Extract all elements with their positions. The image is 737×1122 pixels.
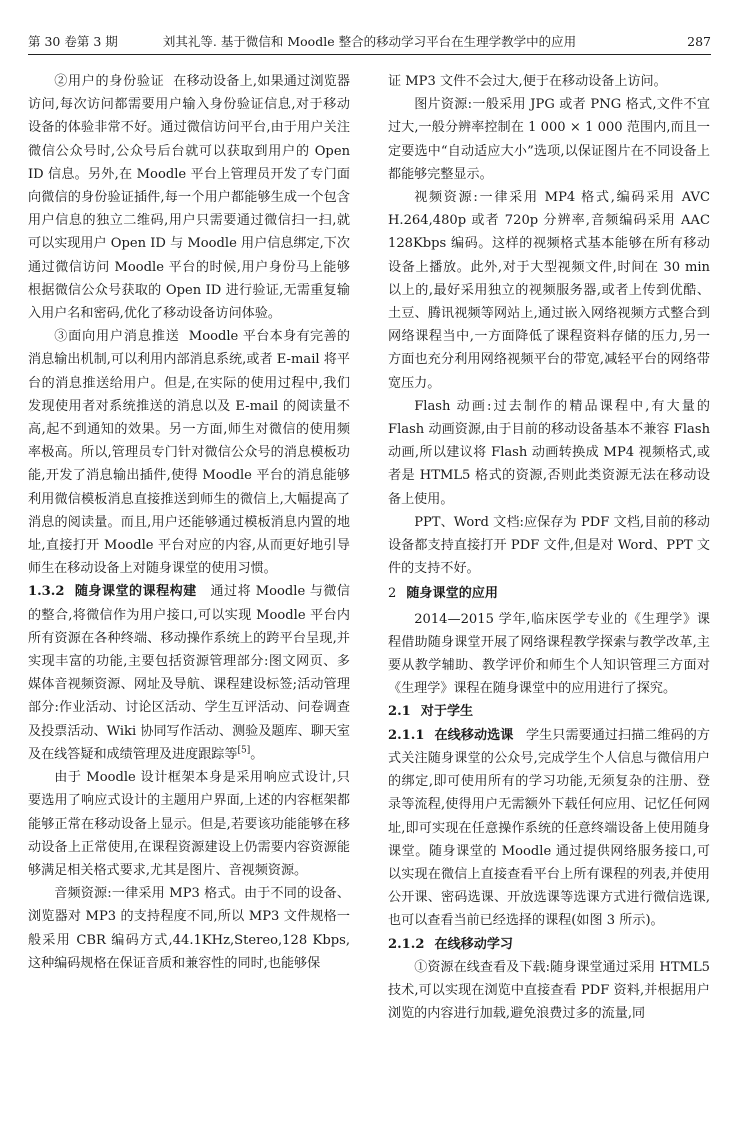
running-title: 刘其礼等. 基于微信和 Moodle 整合的移动学习平台在生理学教学中的应用 bbox=[162, 34, 577, 49]
section-title: 随身课堂的应用 bbox=[406, 586, 498, 602]
paragraph-application-intro: 2014—2015 学年,临床医学专业的《生理学》课程借助随身课堂开展了网络课程教学探索与教学改革,主要从教学辅助、教学评价和师生个人知识管理三方面对《生理学》课程在随身课堂中的应用进行了探究。 bbox=[388, 611, 710, 697]
section-2-heading bbox=[388, 582, 710, 605]
right-column bbox=[388, 70, 710, 1025]
section-title: 随身课堂的课程构建 bbox=[74, 584, 197, 600]
section-title: 在线移动学习 bbox=[434, 936, 514, 952]
paragraph-ppt-word: PPT、Word 文档:应保存为 PDF 文档,目前的移动设备都支持直接打开 PDF 文件,但是对 Word、PPT 文件的支持不好。 bbox=[388, 514, 710, 577]
section-2-1-heading bbox=[388, 700, 710, 723]
page-number: 287 bbox=[687, 34, 711, 49]
section-title: 对于学生 bbox=[420, 704, 474, 720]
paragraph-video-resources: 视频资源:一律采用 MP4 格式,编码采用 AVC H.264,480p 或者 720p 分辨率,音频编码采用 AAC 128Kbps 编码。这样的视频格式基本能够在所有移动设备上播放。此外,对于大型视频文件,时间在 30 min 以上的,最好采用独立的视频服务器,或者上传到优酷、土豆、腾讯视频等网站上,通过嵌入网络视频方式整合到网络课程当中,一方面降低了课程资料存储的压力,另一方面也充分利用网络视频平台的带宽,减轻平台的网络带宽压力。 bbox=[388, 190, 710, 391]
paragraph-responsive-design: 由于 Moodle 设计框架本身是采用响应式设计,只要选用了响应式设计的主题用户界面,上述的内容框架都能够正常在移动设备上显示。但是,若要该功能能够在移动设备上正常使用,在课程资源建设上仍需要内容资源能够满足相关格式要求,尤其是图片、音视频资源。 bbox=[28, 770, 350, 878]
paragraph-image-resources: 图片资源:一般采用 JPG 或者 PNG 格式,文件不宜过大,一般分辨率控制在 1 000 × 1 000 范围内,而且一定要选中“自动适应大小”选项,以保证图片在不同设备上都能够完整显示。 bbox=[388, 97, 710, 182]
section-number: 2.1.2 bbox=[388, 936, 425, 952]
paragraph-identity-verification: ②用户的身份验证 在移动设备上,如果通过浏览器访问,每次访问都需要用户输入身份验证信息,对于移动设备的体验非常不好。通过微信访问平台,由于用户关注微信公众号时,公众号后台就可以获取到用户的 Open ID 信息。另外,在 Moodle 平台上管理员开发了专门面向微信的身份验证插件,每一个用户都能够生成一个包含用户信息的独立二维码,用户只需要通过微信扫一扫,就可以实现用户 Open ID 与 Moodle 用户信息绑定,下次通过微信访问 Moodle 平台的时候,用户身份马上能够根据微信公众号获取的 Open ID 进行验证,无需重复输入用户名和密码,优化了移动设备访问体验。 bbox=[28, 74, 350, 322]
section-1-3-2: 1.3.2 随身课堂的课程构建 通过将 Moodle 与微信的整合,将微信作为用户接口,可以实现 Moodle 平台内所有资源在各种终端、移动操作系统上的跨平台呈现,并实现丰富的功能,主要包括资源管理部分:图文网页、多媒体音视频资源、网址及导航、课程建设标签;活动管理部分:作业活动、讨论区活动、学生互评活动、问卷调查及投票活动、Wiki 协同写作活动、测验及题库、聊天室及在线答疑和成绩管理及进度跟踪等[5]。 bbox=[28, 584, 350, 762]
section-2-1-1: 2.1.1 在线移动选课 学生只需要通过扫描二维码的方式关注随身课堂的公众号,完成学生个人信息与微信用户的绑定,即可使用所有的学习功能,无须复杂的注册、登录等流程,使得用户无需额外下载任何应用、记忆任何网址,即可实现在任意操作系统的任意终端设备上使用随身课堂。随身课堂的 Moodle 通过提供网络服务接口,可以实现在微信上直接查看平台上所有课程的列表,并使用公开课、密码选课、开放选课等选课方式进行微信选课,也可以查看当前已经选择的课程(如图 3 所示)。 bbox=[388, 727, 710, 929]
section-title: 在线移动选课 bbox=[434, 727, 514, 743]
left-column bbox=[28, 70, 350, 975]
paragraph-lead: ③面向用户消息推送 bbox=[54, 329, 180, 345]
paragraph-flash: Flash 动画:过去制作的精品课程中,有大量的 Flash 动画资源,由于目前的移动设备基本不兼容 Flash 动画,所以建议将 Flash 动画转换成 MP4 视频格式,或者是 HTML5 格式的资源,否则此类资源无法在移动设备上使用。 bbox=[388, 398, 710, 507]
paragraph-audio-resources: 音频资源:一律采用 MP3 格式。由于不同的设备、浏览器对 MP3 的支持程度不同,所以 MP3 文件规格一般采用 CBR 编码方式,44.1KHz,Stereo,128 Kbps,这种编码规格在保证音质和兼容性的同时,也能够保 bbox=[28, 886, 350, 971]
section-2-1-2-heading bbox=[388, 933, 710, 956]
journal-volume: 第 30 卷第 3 期 bbox=[28, 34, 118, 49]
citation-ref: [5] bbox=[237, 745, 251, 756]
paragraph-continued: 证 MP3 文件不会过大,便于在移动设备上访问。 bbox=[388, 74, 667, 89]
section-number: 2.1 bbox=[388, 704, 411, 720]
paragraph-online-viewing: ①资源在线查看及下载:随身课堂通过采用 HTML5 技术,可以实现在浏览中直接查看 PDF 资料,并根据用户浏览的内容进行加载,避免浪费过多的流量,同 bbox=[388, 959, 710, 1022]
paragraph-lead: ②用户的身份验证 bbox=[54, 74, 165, 89]
section-number: 2.1.1 bbox=[388, 727, 425, 743]
section-number: 2 bbox=[388, 586, 397, 602]
running-header bbox=[28, 30, 711, 55]
paragraph-message-push: ③面向用户消息推送 Moodle 平台本身有完善的消息输出机制,可以利用内部消息系统,或者 E-mail 将平台的消息推送给用户。但是,在实际的使用过程中,我们发现使用者对系统推送的消息以及 E-mail 的阅读量不高,起不到通知的效果。另一方面,师生对微信的使用频率极高。所以,管理员专门针对微信公众号的消息模板功能,开发了消息输出插件,使得 Moodle 平台的消息能够利用微信模板消息直接推送到师生的微信上,大幅提高了消息的阅读量。而且,用户还能够通过模板消息内置的地址,直接打开 Moodle 平台对应的内容,从而更好地引导师生在移动设备上对随身课堂的使用习惯。 bbox=[28, 329, 351, 577]
section-number: 1.3.2 bbox=[28, 584, 65, 600]
